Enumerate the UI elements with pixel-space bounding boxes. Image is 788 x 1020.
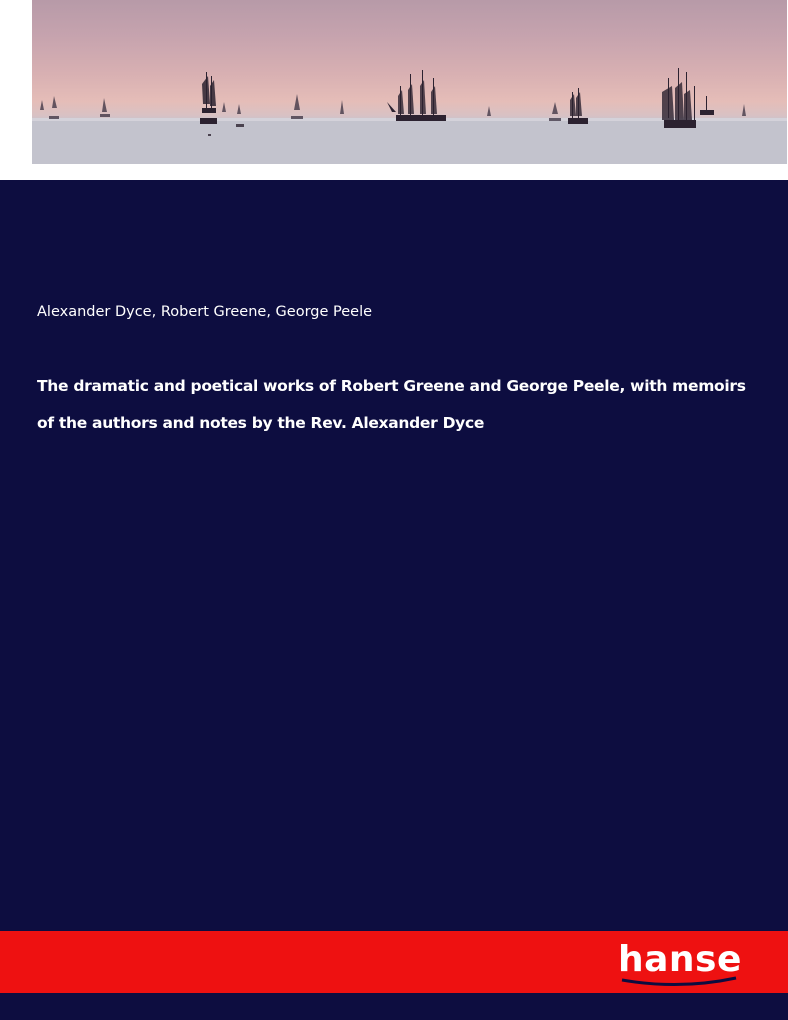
white-separator — [0, 164, 788, 180]
publisher-logo: hanse — [618, 939, 742, 980]
book-authors: Alexander Dyce, Robert Greene, George Peele — [37, 304, 373, 320]
bottom-band — [0, 993, 788, 1020]
sailing-ships-illustration — [32, 0, 787, 164]
book-title: The dramatic and poetical works of Robert Greene and George Peele, with memoirs of the authors and notes by the Rev. Alexander Dyce — [37, 377, 746, 432]
logo-swoosh-icon — [620, 976, 738, 988]
tall-ships-photo — [32, 0, 787, 164]
cover-panel — [0, 180, 788, 931]
